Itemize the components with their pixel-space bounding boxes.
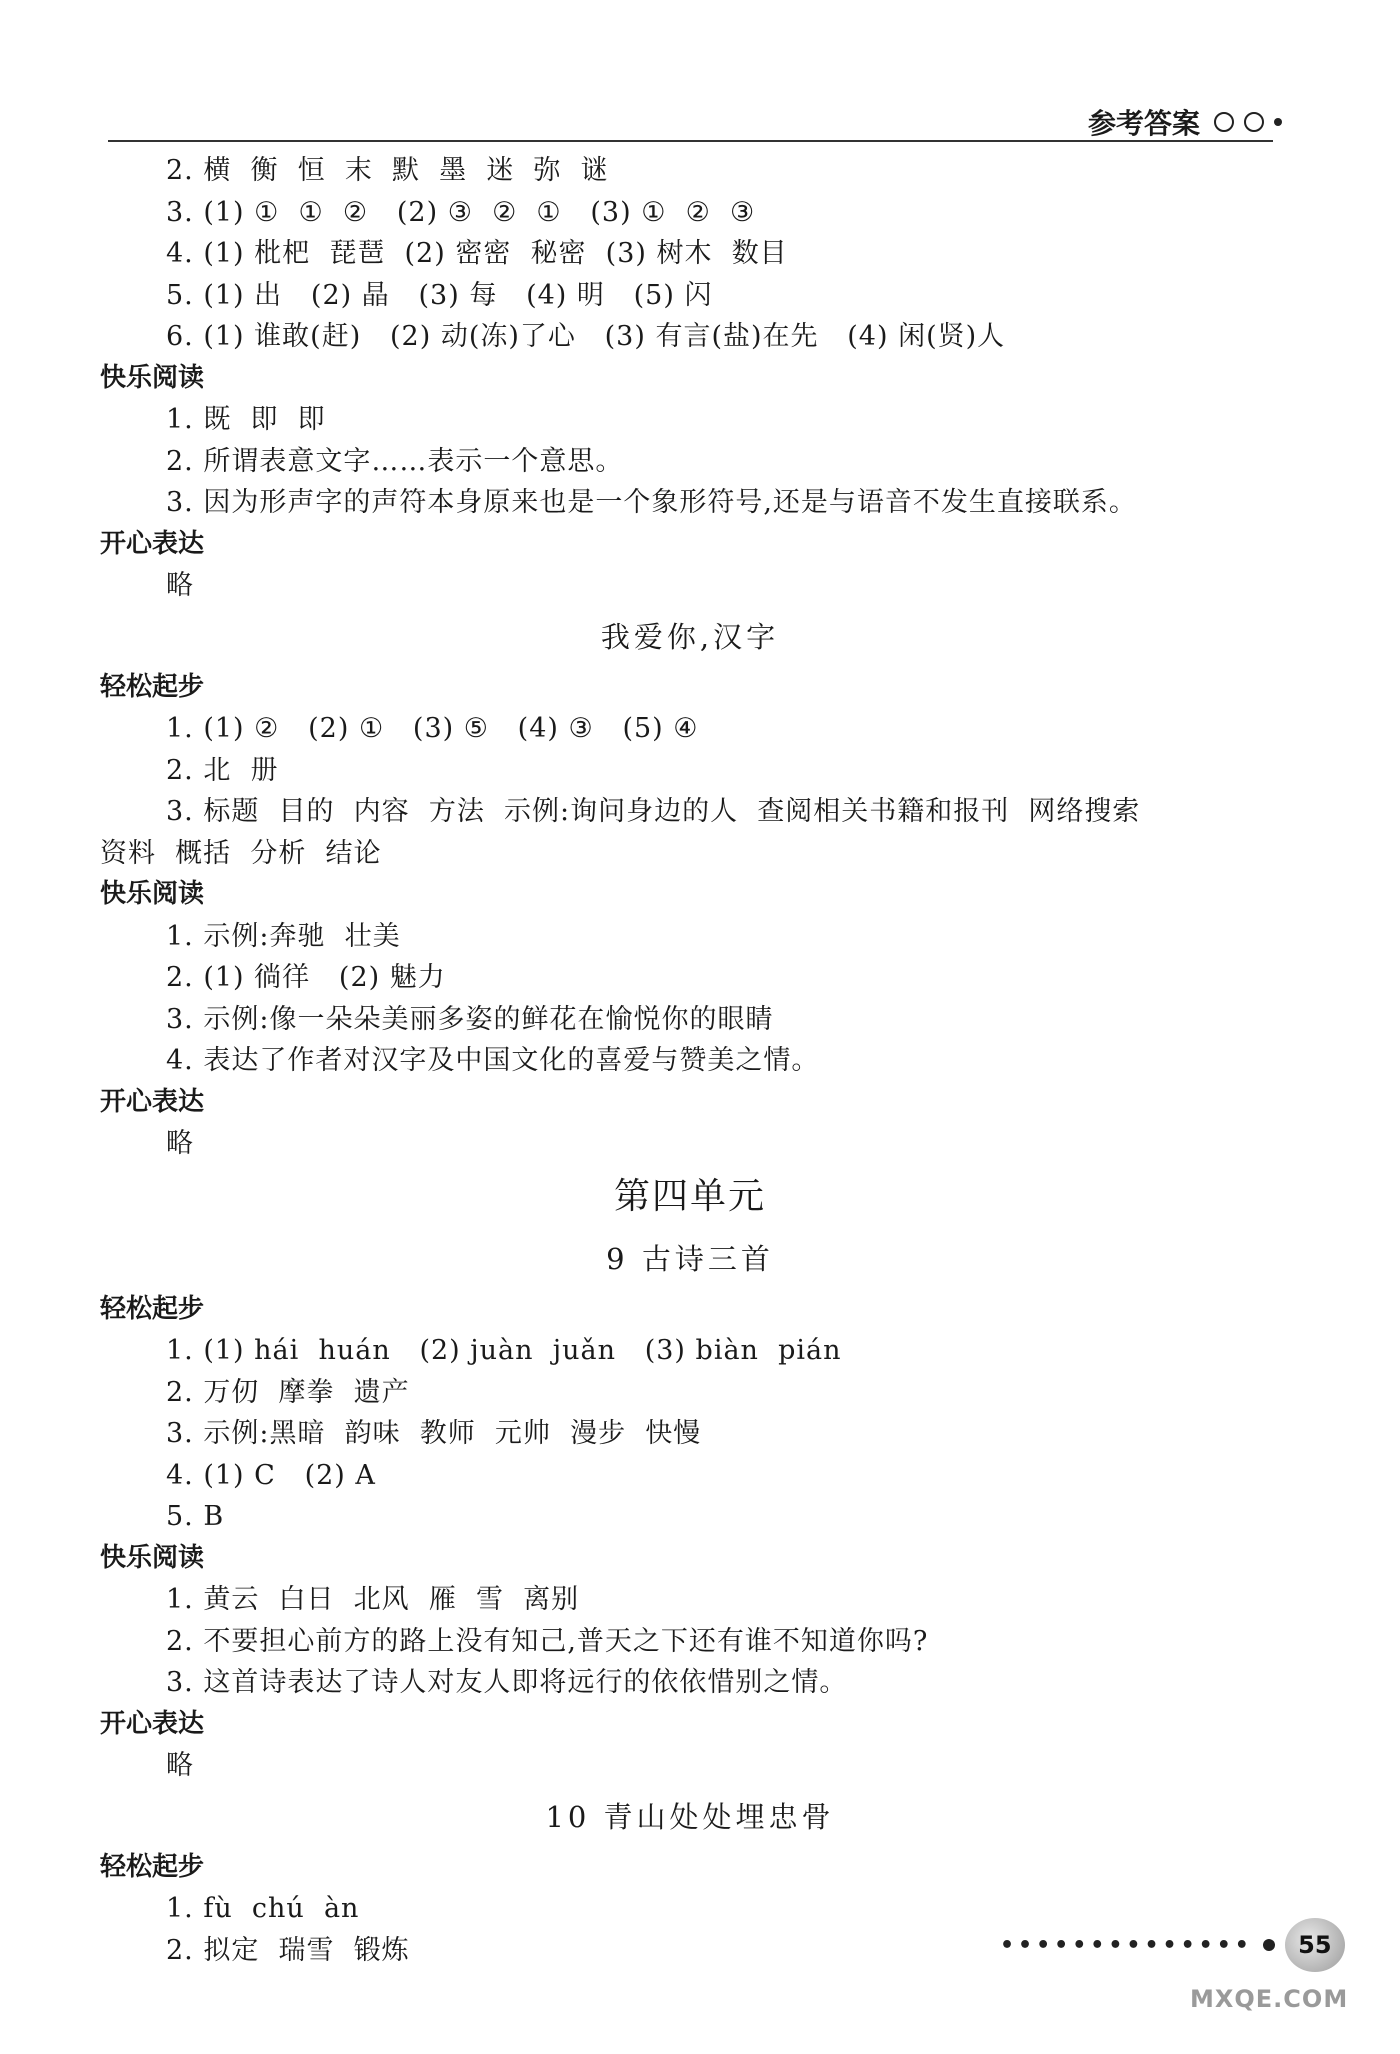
section-heading: 快乐阅读 <box>100 879 205 909</box>
section-heading: 开心表达 <box>100 528 205 559</box>
answer-line: 1. 黄云 白日 北风 雁 雪 离别 <box>166 1584 580 1615</box>
answer-line: 2. 横 衡 恒 末 默 墨 迷 弥 谜 <box>166 155 609 186</box>
page-header <box>1088 102 1282 142</box>
answer-line: 资料 概括 分析 结论 <box>100 837 382 869</box>
section-heading: 快乐阅读 <box>100 362 205 393</box>
answer-line: 1. fù chú àn <box>166 1893 360 1924</box>
watermark: MXQE.COM <box>1190 1985 1349 2013</box>
circle-icon <box>1214 112 1234 132</box>
answer-line: 3. 因为形声字的声符本身原来也是一个象形符号,还是与语音不发生直接联系。 <box>166 487 1137 518</box>
answer-line: 3. 这首诗表达了诗人对友人即将远行的依依惜别之情。 <box>166 1667 848 1698</box>
answer-line: 4. (1) C (2) A <box>166 1459 376 1491</box>
answer-content <box>100 150 1280 1971</box>
section-heading: 轻松起步 <box>100 671 205 702</box>
answer-line: 5. B <box>166 1501 225 1532</box>
circle-icon <box>1244 112 1264 132</box>
answer-line: 1. (1) hái huán (2) juàn juǎn (3) biàn pián <box>166 1335 842 1366</box>
section-heading: 轻松起步 <box>100 1293 205 1324</box>
answer-line: 2. 不要担心前方的路上没有知己,普天之下还有谁不知道你吗? <box>166 1625 929 1657</box>
answer-line: 略 <box>166 1750 194 1781</box>
answer-line: 3. (1) ① ① ② (2) ③ ② ① (3) ① ② ③ <box>166 196 756 228</box>
answer-line: 3. 标题 目的 内容 方法 示例:询问身边的人 查阅相关书籍和报刊 网络搜索 <box>166 796 1141 827</box>
answer-line: 2. 北 册 <box>166 754 279 786</box>
answer-line: 4. 表达了作者对汉字及中国文化的喜爱与赞美之情。 <box>166 1045 820 1076</box>
section-heading: 开心表达 <box>100 1708 205 1739</box>
answer-line: 5. (1) 出 (2) 晶 (3) 每 (4) 明 (5) 闪 <box>166 279 713 311</box>
answer-line: 略 <box>166 1128 194 1159</box>
page-footer <box>1000 1918 1345 1972</box>
answer-line: 3. 示例:像一朵朵美丽多姿的鲜花在愉悦你的眼睛 <box>166 1003 774 1035</box>
answer-line: 1. (1) ② (2) ① (3) ⑤ (4) ③ (5) ④ <box>166 713 699 744</box>
section-heading: 开心表达 <box>100 1086 205 1117</box>
header-label: 参考答案 <box>1087 107 1200 140</box>
answer-line: 1. 示例:奔驰 壮美 <box>166 920 401 952</box>
lesson-title: 10 青山处处埋忠骨 <box>545 1799 835 1834</box>
answer-line: 4. (1) 枇杷 琵琶 (2) 密密 秘密 (3) 树木 数目 <box>166 238 788 269</box>
answer-line: 3. 示例:黑暗 韵味 教师 元帅 漫步 快慢 <box>166 1418 702 1449</box>
answer-line: 2. (1) 徜徉 (2) 魅力 <box>166 962 446 993</box>
header-divider <box>108 140 1273 142</box>
answer-line: 2. 万仞 摩拳 遗产 <box>166 1376 410 1408</box>
unit-title: 第四单元 <box>613 1175 766 1217</box>
answer-line: 6. (1) 谁敢(赶) (2) 动(冻)了心 (3) 有言(盐)在先 (4) 闲(贤)人 <box>166 321 1006 352</box>
dot-icon <box>1263 1939 1275 1951</box>
answer-line: 1. 既 即 即 <box>166 404 326 435</box>
footer-dotted-rule: •••••••••••••• <box>1000 1932 1253 1958</box>
dot-icon <box>1274 118 1282 126</box>
answer-line: 略 <box>166 570 194 601</box>
answer-line: 2. 所谓表意文字……表示一个意思。 <box>166 445 624 477</box>
header-decoration <box>1214 112 1282 132</box>
section-heading: 快乐阅读 <box>100 1542 205 1573</box>
lesson-title: 我爱你,汉字 <box>600 619 780 654</box>
section-heading: 轻松起步 <box>100 1851 205 1882</box>
lesson-title: 9 古诗三首 <box>606 1241 774 1276</box>
answer-line: 2. 拟定 瑞雪 锻炼 <box>166 1934 410 1966</box>
page-number: 55 <box>1285 1918 1345 1972</box>
